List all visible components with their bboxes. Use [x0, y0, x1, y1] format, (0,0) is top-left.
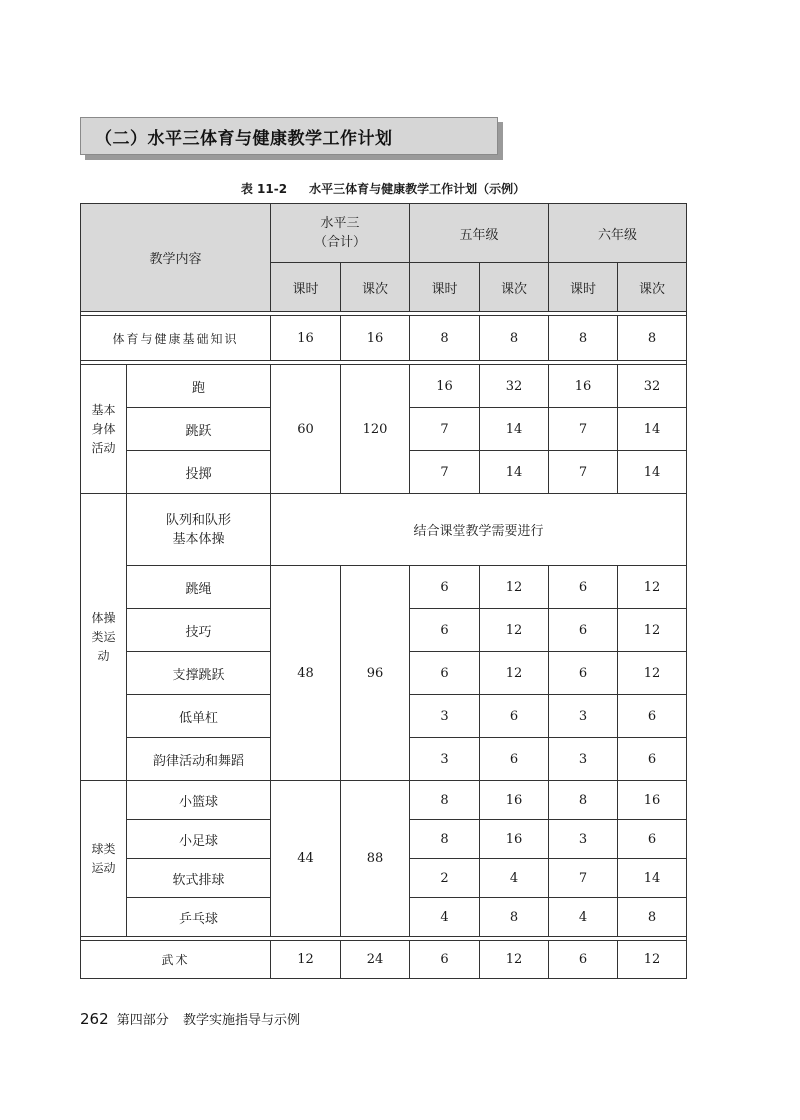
cell-total-sessions: 88 — [341, 781, 410, 937]
cell-total-hours: 48 — [271, 566, 341, 781]
cell-g6-hours: 6 — [549, 941, 618, 979]
page-number: 262 — [80, 1010, 109, 1028]
cell-g5-hours: 7 — [410, 408, 480, 451]
cell-g6-hours: 8 — [549, 781, 618, 820]
category-label: 基本身体活动 — [91, 402, 116, 455]
cell-g6-sessions: 16 — [618, 781, 687, 820]
header-total-sessions: 课次 — [341, 263, 410, 312]
cell-g5-hours: 2 — [410, 859, 480, 898]
teaching-plan-table — [80, 203, 687, 979]
cell-g6-sessions: 8 — [618, 898, 687, 937]
cell-g5-sessions: 16 — [480, 820, 549, 859]
cell-total-sessions: 120 — [341, 365, 410, 494]
cell-g5-hours: 6 — [410, 941, 480, 979]
cell-g6-sessions: 14 — [618, 451, 687, 494]
header-g6-sessions: 课次 — [618, 263, 687, 312]
footer-part: 第四部分 — [116, 1013, 169, 1028]
category-ball — [81, 781, 127, 937]
cell-g6-sessions: 6 — [618, 820, 687, 859]
cell-g5-sessions: 8 — [480, 898, 549, 937]
table-number: 表 11-2 — [240, 182, 288, 196]
cell-g6-sessions: 6 — [618, 738, 687, 781]
row-label: 乒乓球 — [127, 898, 271, 937]
header-g5-hours: 课时 — [410, 263, 480, 312]
row-label: 低单杠 — [127, 695, 271, 738]
formation-line2: 基本体操 — [172, 531, 225, 547]
cell-g5-hours: 8 — [410, 820, 480, 859]
cell-total-sessions: 96 — [341, 566, 410, 781]
cell-g5-sessions: 12 — [480, 652, 549, 695]
cell-g6-sessions: 14 — [618, 408, 687, 451]
table-title: 水平三体育与健康教学工作计划（示例） — [309, 182, 526, 196]
section-heading — [80, 117, 498, 155]
header-total-hours: 课时 — [271, 263, 341, 312]
cell-g5-hours: 3 — [410, 738, 480, 781]
cell-g5-sessions: 6 — [480, 695, 549, 738]
cell-g5-hours: 16 — [410, 365, 480, 408]
header-content-label: 教学内容 — [149, 252, 202, 267]
row-label: 小足球 — [127, 820, 271, 859]
row-label: 小篮球 — [127, 781, 271, 820]
row-label: 支撑跳跃 — [127, 652, 271, 695]
cell-total-hours: 12 — [271, 941, 341, 979]
footer-chapter: 教学实施指导与示例 — [182, 1013, 300, 1028]
cell-g5-hours: 6 — [410, 609, 480, 652]
cell-g5-sessions: 14 — [480, 408, 549, 451]
formation-note: 结合课堂教学需要进行 — [271, 494, 687, 566]
header-grade6: 六年级 — [549, 204, 687, 263]
header-grade5: 五年级 — [410, 204, 549, 263]
cell-g6-hours: 3 — [549, 695, 618, 738]
cell-g5-sessions: 16 — [480, 781, 549, 820]
cell-g6-sessions: 12 — [618, 652, 687, 695]
table-caption — [80, 180, 686, 197]
cell-g5-sessions: 32 — [480, 365, 549, 408]
cell-g6-sessions: 12 — [618, 609, 687, 652]
table-row — [81, 781, 687, 820]
row-label-formation — [127, 494, 271, 566]
cell-total-hours: 60 — [271, 365, 341, 494]
cell-g5-hours: 8 — [410, 781, 480, 820]
cell-g6-sessions: 12 — [618, 941, 687, 979]
cell-total-sessions: 24 — [341, 941, 410, 979]
row-label: 跳绳 — [127, 566, 271, 609]
header-g6-hours: 课时 — [549, 263, 618, 312]
cell-g6-hours: 3 — [549, 738, 618, 781]
cell-g5-hours: 6 — [410, 566, 480, 609]
cell-g6-sessions: 12 — [618, 566, 687, 609]
cell-g5-sessions: 8 — [480, 316, 549, 361]
cell-total-hours: 16 — [271, 316, 341, 361]
row-label: 体育与健康基础知识 — [81, 316, 271, 361]
header-level-line1: 水平三 — [320, 216, 360, 231]
row-label: 武术 — [81, 941, 271, 979]
cell-g5-sessions: 4 — [480, 859, 549, 898]
row-label: 韵律活动和舞蹈 — [127, 738, 271, 781]
cell-g6-hours: 7 — [549, 451, 618, 494]
table-row — [81, 365, 687, 408]
table-row — [81, 566, 687, 609]
category-label: 体操类运动 — [91, 610, 116, 663]
table-row — [81, 494, 687, 566]
cell-g6-sessions: 8 — [618, 316, 687, 361]
row-label: 投掷 — [127, 451, 271, 494]
cell-g6-hours: 8 — [549, 316, 618, 361]
cell-total-sessions: 16 — [341, 316, 410, 361]
page-footer — [80, 1009, 300, 1028]
table-row — [81, 941, 687, 979]
category-basic-activities — [81, 365, 127, 494]
cell-total-hours: 44 — [271, 781, 341, 937]
header-g5-sessions: 课次 — [480, 263, 549, 312]
section-title: （二）水平三体育与健康教学工作计划 — [95, 128, 393, 149]
header-level-line2: （合计） — [314, 235, 367, 250]
cell-g6-hours: 7 — [549, 859, 618, 898]
row-label: 软式排球 — [127, 859, 271, 898]
cell-g6-hours: 6 — [549, 609, 618, 652]
cell-g6-sessions: 32 — [618, 365, 687, 408]
cell-g5-hours: 7 — [410, 451, 480, 494]
header-level-total — [271, 204, 410, 263]
cell-g6-hours: 4 — [549, 898, 618, 937]
table-row — [81, 316, 687, 361]
row-label: 跑 — [127, 365, 271, 408]
cell-g5-hours: 3 — [410, 695, 480, 738]
cell-g6-hours: 16 — [549, 365, 618, 408]
cell-g5-sessions: 12 — [480, 566, 549, 609]
cell-g6-sessions: 6 — [618, 695, 687, 738]
cell-g6-hours: 6 — [549, 566, 618, 609]
formation-line1: 队列和队形 — [166, 512, 232, 528]
cell-g5-sessions: 12 — [480, 941, 549, 979]
cell-g5-hours: 4 — [410, 898, 480, 937]
header-content — [81, 204, 271, 312]
cell-g5-hours: 8 — [410, 316, 480, 361]
cell-g6-hours: 3 — [549, 820, 618, 859]
row-label: 技巧 — [127, 609, 271, 652]
cell-g5-sessions: 12 — [480, 609, 549, 652]
row-label: 跳跃 — [127, 408, 271, 451]
cell-g5-sessions: 14 — [480, 451, 549, 494]
cell-g6-hours: 6 — [549, 652, 618, 695]
cell-g5-hours: 6 — [410, 652, 480, 695]
cell-g6-sessions: 14 — [618, 859, 687, 898]
category-gymnastics — [81, 494, 127, 781]
category-label: 球类运动 — [91, 841, 116, 875]
cell-g6-hours: 7 — [549, 408, 618, 451]
cell-g5-sessions: 6 — [480, 738, 549, 781]
header-row-1 — [81, 204, 687, 263]
